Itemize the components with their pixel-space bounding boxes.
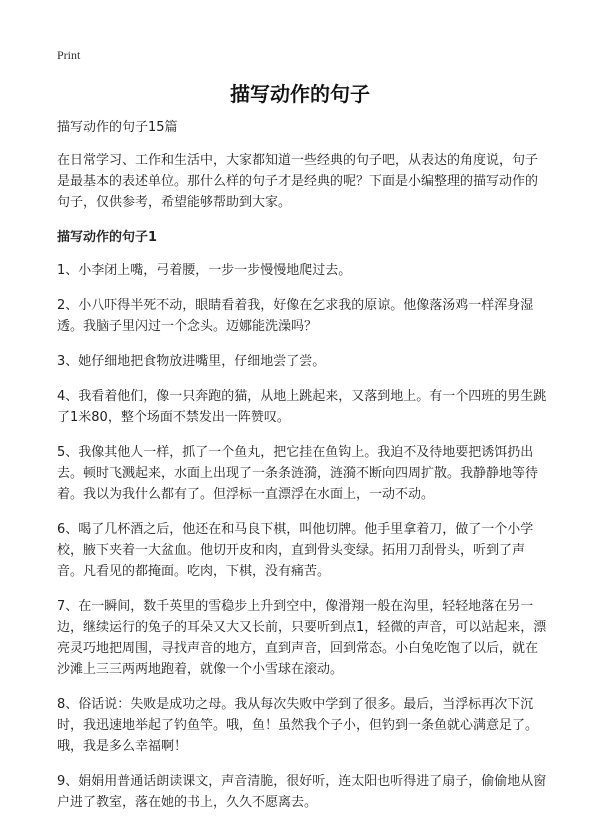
sentence-paragraph: 6、喝了几杯酒之后，他还在和马良下棋，叫他切牌。他手里拿着刀，做了一个小学校，腋下夹着一大盆血。他切开皮和肉，直到骨头变绿。拓用刀刮骨头，听到了声音。凡看见的都掩面。吃肉，下棋，没有痛苦。 [57,522,534,579]
page-title: 描写动作的句子 [230,82,370,106]
sentence-paragraph: 8、俗话说：失败是成功之母。我从每次失败中学到了很多。最后，当浮标再次下沉时，我迅速地举起了钓鱼竿。哦，鱼！虽然我个子小，但钓到一条鱼就心满意足了。哦，我是多么幸福啊！ [57,697,539,754]
sentence-paragraph: 5、我像其他人一样，抓了一个鱼丸，把它挂在鱼钩上。我迫不及待地要把诱饵扔出去。顿时飞溅起来，水面上出现了一条条涟漪，涟漪不断向四周扩散。我静静地等待着。我以为我什么都有了。但浮标一直漂浮在水面上，一动不动。 [57,445,539,502]
sentence-paragraph: 9、娟娟用普通话朗读课文，声音清脆，很好听，连太阳也听得进了扇子，偷偷地从窗户进了教室，落在她的书上，久久不愿离去。 [57,774,547,810]
print-link[interactable]: Print [57,48,81,62]
section-heading: 描写动作的句子1 [57,230,158,245]
sentence-paragraph: 7、在一瞬间，数千英里的雪稳步上升到空中，像滑翔一般在沟里，轻轻地落在另一边，继续运行的兔子的耳朵又大又长前，只要听到点1，轻微的声音，可以站起来，漂亮灵巧地把周围，寻找声音的地方，直到声音，回到常态。小白兔吃饱了以后，就在沙滩上三三两两地跑着，就像一个小雪球在滚动。 [57,599,547,677]
intro-paragraph: 在日常学习、工作和生活中，大家都知道一些经典的句子吧，从表达的角度说，句子是最基本的表述单位。那什么样的句子才是经典的呢？下面是小编整理的描写动作的句子，仅供参考，希望能够帮助到大家。 [57,153,539,210]
sentence-paragraph: 3、她仔细地把食物放进嘴里，仔细地尝了尝。 [57,354,326,369]
article-body [57,118,547,827]
sentence-paragraph: 1、小李闭上嘴，弓着腰，一步一步慢慢地爬过去。 [57,263,352,278]
sentence-paragraph: 2、小八吓得半死不动，眼睛看着我，好像在乞求我的原谅。他像落汤鸡一样浑身湿透。我脑子里闪过一个念头。迈娜能洗澡吗？ [57,298,534,334]
article-subtitle: 描写动作的句子15篇 [57,120,178,135]
sentence-paragraph: 4、我看着他们，像一只奔跑的猫，从地上跳起来，又落到地上。有一个四班的男生跳了1米80，整个场面不禁发出一阵赞叹。 [57,389,547,425]
